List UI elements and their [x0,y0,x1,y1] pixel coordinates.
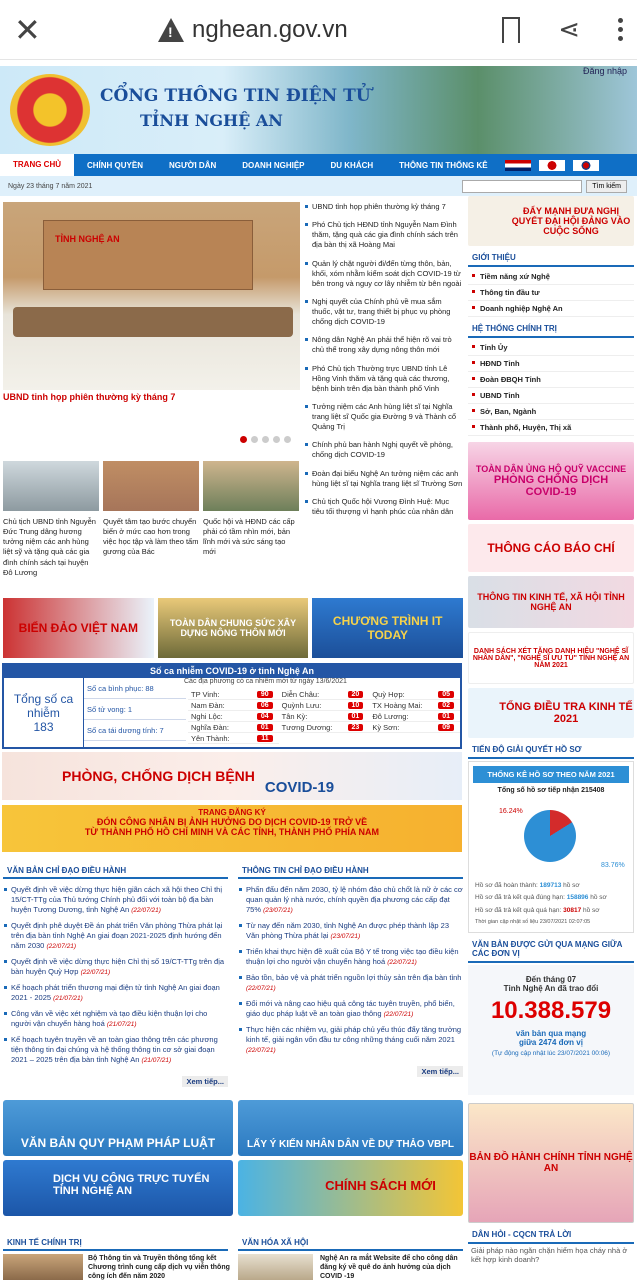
economy-politics-heading[interactable]: KINH TẾ CHÍNH TRỊ [3,1236,228,1251]
dossier-pie [524,810,576,862]
pager-dot[interactable] [251,436,258,443]
culture-news-item[interactable]: Nghệ An ra mắt Website để cho công dân đăng ký về quê do ảnh hưởng của dịch COVID -19 [320,1255,458,1281]
browser-toolbar [0,0,637,60]
news-thumbnail[interactable] [3,1254,83,1280]
documents-heading: VĂN BẢN ĐƯỢC GỬI QUA MẠNG GIỮA CÁC ĐƠN VỊ [468,937,634,963]
news-item[interactable]: Tưởng niệm các Anh hùng liệt sĩ tại Nghĩa trang liệt sĩ Quốc gia Đường 9 và Thành cổ Quảng Trị [305,402,463,432]
banner-strip [3,598,463,658]
political-link[interactable]: HĐND Tỉnh [468,356,634,372]
pager-dot[interactable] [240,436,247,443]
directive-docs-heading: VĂN BẢN CHỈ ĐẠO ĐIỀU HÀNH [3,864,228,879]
featured-caption[interactable]: UBND tỉnh họp phiên thường kỳ tháng 7 [3,392,176,402]
case-count-badge: 23 [348,724,364,731]
document-item[interactable]: Phấn đấu đến năm 2030, tỷ lệ nhóm đảo chủ chốt là nữ ở các cơ quan quản lý nhà nước, chính quyền địa phương các cấp đạt 75% (23/07/21) [238,885,463,916]
document-date: (23/07/21) [263,907,293,915]
document-item[interactable]: Triển khai thực hiện đề xuất của Bộ Y tế trong việc tạo điều kiện thuận lợi cho người vận chuyển hàng hoá (22/07/21) [238,947,463,968]
district-case-cell: Yên Thành: 11 [188,733,279,744]
document-item[interactable]: Từ nay đến năm 2030, tỉnh Nghệ An được phép thành lập 23 Văn phòng Thừa phát lại (23/07/21) [238,921,463,942]
featured-image[interactable] [3,202,300,390]
site-subtitle: TỈNH NGHỆ AN [140,111,283,130]
case-count-badge: 09 [438,724,454,731]
thumb-news[interactable]: Chủ tịch UBND tỉnh Nguyễn Đức Trung dâng hương tưởng niệm các anh hùng liệt sỹ và tặng quà các gia đình chính sách tại huyện Đô Lương [3,461,99,578]
case-count-badge: 11 [257,735,272,742]
close-icon[interactable]: ✕ [14,11,41,48]
news-item[interactable]: Nghị quyết của Chính phủ về mua sắm thuốc, vật tư, trang thiết bị phục vụ phòng chống dịch COVID-19 [305,297,463,327]
current-date: Ngày 23 tháng 7 năm 2021 [8,182,93,190]
online-services-button[interactable]: DỊCH VỤ CÔNG TRỰC TUYẾN TỈNH NGHỆ AN [3,1160,233,1216]
news-item[interactable]: Nông dân Nghệ An phải thể hiện rõ vai trò chủ thể trong xây dựng nông thôn mới [305,335,463,355]
intro-link[interactable]: Tiềm năng xứ Nghệ [468,269,634,285]
share-icon[interactable]: ⋖ [558,14,580,44]
url-text[interactable]: nghean.gov.vn [192,15,348,43]
document-item[interactable]: Công văn về việc xét nghiệm và tạo điều kiện thuận lợi cho người vận chuyển hàng hoá (21/07/21) [3,1009,228,1030]
intro-link[interactable]: Doanh nghiệp Nghệ An [468,301,634,317]
news-item[interactable]: Phó Chủ tịch HĐND tỉnh Nguyễn Nam Đình thăm, tặng quà các gia đình chính sách trên địa bàn thị xã Hoàng Mai [305,220,463,250]
case-count-badge: 90 [257,691,273,698]
document-item[interactable]: Kế hoạch tuyên truyền về an toàn giao thông trên các phương tiện thông tin đại chúng và hệ thống thông tin cơ sở giai đoạn 2021 – 2025 trên địa bàn tỉnh Nghệ An (21/07/21) [3,1035,228,1066]
document-item[interactable]: Bảo tồn, bảo vệ và phát triển nguồn lợi thủy sản trên địa bàn tỉnh (22/07/21) [238,973,463,994]
news-item[interactable]: Quản lý chặt người đi/đến từng thôn, bản, khối, xóm nhằm kiểm soát dịch COVID-19 từ bên trong và nguy cơ lây nhiễm từ bên ngoài [305,259,463,289]
covid-prevention-banner[interactable]: PHÒNG, CHỐNG DỊCH BỆNH COVID-19 [2,752,462,800]
news-item[interactable]: Chủ tịch Quốc hội Vương Đình Huệ: Mục tiêu tối thượng vì hạnh phúc của nhân dân [305,497,463,517]
political-link[interactable]: Đoàn ĐBQH Tỉnh [468,372,634,388]
public-opinion-button[interactable]: LẤY Ý KIẾN NHÂN DÂN VỀ DỰ THẢO VBPL [238,1100,463,1156]
stats-title: THỐNG KÊ HỒ SƠ THEO NĂM 2021 [473,766,629,783]
political-link[interactable]: Sở, Ban, Ngành [468,404,634,420]
documents-counter: Đến tháng 07 Tỉnh Nghệ An đã trao đổi 10.388.579 văn bản qua mạng giữa 2474 đơn vị (Tự động cập nhật lúc 23/07/2021 00:06) [468,965,634,1095]
intro-link[interactable]: Thông tin đầu tư [468,285,634,301]
document-date: (21/07/21) [53,995,83,1003]
pager-dot[interactable] [273,436,280,443]
address-bar[interactable] [58,16,502,44]
resolution-banner[interactable]: ĐẨY MẠNH ĐƯA NGHỊ QUYẾT ĐẠI HỘI ĐẢNG VÀO CUỘC SỐNG [468,196,634,246]
korean-flag-icon[interactable] [573,160,599,171]
slider-pager [240,436,291,443]
sea-islands-banner[interactable]: BIỂN ĐẢO VIỆT NAM [3,598,154,658]
case-count-badge: 10 [348,702,364,709]
date-bar [0,176,637,196]
case-count-badge: 01 [438,713,454,720]
case-count-badge: 20 [348,691,364,698]
district-case-cell: Nam Đàn: 06 [188,700,279,711]
admin-map-banner[interactable]: BẢN ĐỒ HÀNH CHÍNH TỈNH NGHỆ AN [468,1103,634,1223]
covid-subtitle: Các địa phương có ca nhiễm mới từ ngày 13/6/2021 [184,678,347,685]
nav-business[interactable]: DOANH NGHIỆP [242,160,305,170]
economic-info-banner[interactable]: THÔNG TIN KINH TẾ, XÃ HỘI TỈNH NGHỆ AN [468,576,634,628]
document-date: (22/07/21) [387,959,417,967]
case-count-badge: 05 [438,691,454,698]
emblem-logo[interactable] [10,74,90,146]
document-date: (22/07/21) [131,907,161,915]
qa-question[interactable]: Giải pháp nào ngăn chặn hiểm họa cháy nhà ở kết hợp kinh doanh? [471,1246,628,1264]
right-sidebar [468,196,634,1264]
progress-heading: TIẾN ĐỘ GIẢI QUYẾT HỒ SƠ [468,742,634,759]
more-directive-info[interactable]: Xem tiếp... [417,1066,463,1077]
news-item[interactable]: Phó Chủ tịch Thường trực UBND tỉnh Lê Hồng Vinh thăm và tặng quà các thương, bệnh binh trên địa bàn thành phố Vinh [305,364,463,394]
nav-government[interactable]: CHÍNH QUYỀN [87,160,144,170]
thumb-news[interactable]: Quyết tâm tạo bước chuyển biến ở mức cao hơn trong việc học tập và làm theo tấm gương của Bác [103,461,199,578]
recovered-count: Số ca bình phục: 88 [84,678,186,699]
artist-award-banner[interactable]: DANH SÁCH XÉT TẶNG DANH HIỆU "NGHỆ SĨ NHÂN DÂN", "NGHỆ SĨ ƯU TÚ" TỈNH NGHỆ AN NĂM 2021 [468,632,634,684]
culture-society-heading[interactable]: VĂN HÓA XÃ HỘI [238,1236,463,1251]
document-date: (21/07/21) [106,1020,137,1028]
japanese-flag-icon[interactable] [539,160,565,171]
rural-dev-banner[interactable]: TOÀN DÂN CHUNG SỨC XÂY DỰNG NÔNG THÔN MỚI [158,598,309,658]
legal-documents-button[interactable]: VĂN BẢN QUY PHẠM PHÁP LUẬT [3,1100,233,1156]
main-nav [0,154,637,176]
political-heading: HỆ THỐNG CHÍNH TRỊ [468,321,634,338]
pager-dot[interactable] [284,436,291,443]
document-item[interactable]: Quyết định về việc dừng thực hiện Chỉ thị số 19/CT-TTg trên địa bàn huyện Quỳ Hợp (22/07/21) [3,957,228,978]
search-input[interactable] [462,180,582,193]
case-count-badge: 04 [257,713,273,720]
document-date: (22/07/21) [246,984,276,992]
hero-board-text: TỈNH NGHỆ AN [55,234,120,244]
directive-info [238,864,463,1079]
search-button[interactable]: Tìm kiếm [586,180,627,193]
case-count-badge: 01 [348,713,364,720]
covid-total-box: Tổng số ca nhiễm 183 [4,678,84,748]
document-item[interactable]: Quyết định về việc dừng thực hiện giãn cách xã hội theo Chỉ thị 15/CT-TTg của Thủ tướng Chính phủ đối với toàn bộ địa bàn huyện Tương Dương, tỉnh Nghệ An (22/07/21) [3,885,228,916]
district-case-cell: Đô Lương: 01 [369,711,460,722]
directive-documents [3,864,228,1089]
document-date: (22/07/21) [246,1046,276,1054]
district-case-cell: Kỳ Sơn: 09 [369,722,460,733]
qa-heading: DÂN HỎI - CQCN TRẢ LỜI [468,1227,634,1244]
document-item[interactable]: Thực hiện các nhiệm vụ, giải pháp chủ yếu thúc đẩy tăng trưởng kinh tế, giải ngân vốn đầu tư công những tháng cuối năm 2021 (22/07/21) [238,1025,463,1056]
economy-news-item[interactable]: Bộ Thông tin và Truyền thông tổng kết Chương trình cung cấp dịch vụ viễn thông công ích đến năm 2020 [88,1255,230,1281]
document-item[interactable]: Kế hoạch phát triển thương mại điện tử tỉnh Nghệ An giai đoạn 2021 - 2025 (21/07/21) [3,983,228,1004]
district-case-cell: Quỳnh Lưu: 10 [279,700,370,711]
news-thumbnail[interactable] [238,1254,313,1280]
document-date: (21/07/21) [141,1056,172,1064]
not-secure-icon[interactable] [158,18,184,42]
intro-heading: GIỚI THIỆU [468,250,634,267]
district-case-cell: Diễn Châu: 20 [279,689,370,700]
dossier-stats-panel: THỐNG KÊ HỒ SƠ THEO NĂM 2021 Tổng số hồ sơ tiếp nhận 215408 16.24% 83.76% Hồ sơ đã hoàn thành: 189713 hồ sơ Hồ sơ đã trả kết quả đúng hạn: 158896 hồ sơ Hồ sơ đã trả kết quả quá hạn: 30817 hồ sơ Thời gian cập nhật số liệu 23/07/2021 02:07:05 [468,761,634,933]
document-date: (23/07/21) [330,933,361,941]
reinfection-count: Số ca tái dương tính: 7 [84,720,186,741]
covid-stats-panel [2,663,462,749]
death-count: Số tử vong: 1 [84,699,186,720]
vaccine-fund-banner[interactable]: TOÀN DÂN ỦNG HỘ QUỸ VACCINE PHÒNG CHỐNG DỊCH COVID-19 [468,442,634,520]
district-case-cell: Nghi Lộc: 04 [188,711,279,722]
directive-info-heading: THÔNG TIN CHỈ ĐẠO ĐIỀU HÀNH [238,864,463,879]
covid-title: Số ca nhiễm COVID-19 ở tỉnh Nghệ An [4,665,460,678]
district-case-cell: Tương Dương: 23 [279,722,370,733]
district-case-grid [188,689,460,744]
document-item[interactable]: Quyết định phê duyệt Đề án phát triển Văn phòng Thừa phát lại trên địa bàn tỉnh Nghệ An giai đoạn 2021-2025 định hướng đến năm 2030 (22/07/21) [3,921,228,952]
it-today-banner[interactable]: CHƯƠNG TRÌNH IT TODAY [312,598,463,658]
more-menu-icon[interactable] [618,18,623,41]
document-item[interactable]: Đổi mới và nâng cao hiệu quả công tác tuyên truyền, phổ biến, giáo dục pháp luật về an toàn giao thông (22/07/21) [238,999,463,1020]
thumb-news[interactable]: Quốc hội và HĐND các cấp phải có tầm nhìn mới, bản lĩnh mới và sức sáng tạo mới [203,461,299,578]
nav-home[interactable]: TRANG CHỦ [0,154,74,176]
document-date: (22/07/21) [383,1010,414,1018]
site-banner [0,66,637,154]
nav-tourists[interactable]: DU KHÁCH [330,160,374,170]
case-count-badge: 02 [438,702,454,709]
new-policies-button[interactable]: CHÍNH SÁCH MỚI [238,1160,463,1216]
document-date: (22/07/21) [46,943,77,951]
news-item[interactable]: Đoàn đại biểu Nghệ An tưởng niệm các anh hùng liệt sĩ tại Nghĩa trang liệt sĩ Trường Sơn [305,469,463,489]
nav-statistics[interactable]: THÔNG TIN THỐNG KÊ [399,160,488,170]
district-case-cell: TX Hoàng Mai: 02 [369,700,460,711]
login-link[interactable]: Đăng nhập [582,66,627,76]
news-list [305,202,463,525]
political-link[interactable]: Thành phố, Huyện, Thị xã [468,420,634,436]
more-directive-docs[interactable]: Xem tiếp... [182,1076,228,1087]
district-case-cell: Tân Kỳ: 01 [279,711,370,722]
english-flag-icon[interactable] [505,160,531,171]
political-link[interactable]: Tỉnh Ủy [468,340,634,356]
case-count-badge: 01 [257,724,273,731]
site-title: CỔNG THÔNG TIN ĐIỆN TỬ [100,86,371,106]
nav-citizens[interactable]: NGƯỜI DÂN [169,160,217,170]
case-count-badge: 06 [257,702,273,709]
political-link[interactable]: UBND Tỉnh [468,388,634,404]
bookmark-icon[interactable] [502,17,520,43]
total-dossiers: Tổng số hồ sơ tiếp nhận 215408 [497,787,605,794]
worker-registration-banner[interactable]: TRANG ĐĂNG KÝ ĐÓN CÔNG NHÂN BỊ ẢNH HƯỞNG DO DỊCH COVID-19 TRỞ VỀ TỪ THÀNH PHỐ HỒ CHÍ MINH VÀ CÁC TỈNH, THÀNH PHỐ PHÍA NAM [2,805,462,852]
press-release-banner[interactable]: THÔNG CÁO BÁO CHÍ [468,524,634,572]
district-case-cell: TP Vinh: 90 [188,689,279,700]
news-item[interactable]: Chính phủ ban hành Nghị quyết về phòng, chống dịch COVID-19 [305,440,463,460]
economic-census-banner[interactable]: TỔNG ĐIỀU TRA KINH TẾ 2021 [468,688,634,738]
district-case-cell: Quỳ Hợp: 05 [369,689,460,700]
document-date: (22/07/21) [80,969,111,977]
pager-dot[interactable] [262,436,269,443]
news-item[interactable]: UBND tỉnh họp phiên thường kỳ tháng 7 [305,202,463,212]
district-case-cell: Nghĩa Đàn: 01 [188,722,279,733]
